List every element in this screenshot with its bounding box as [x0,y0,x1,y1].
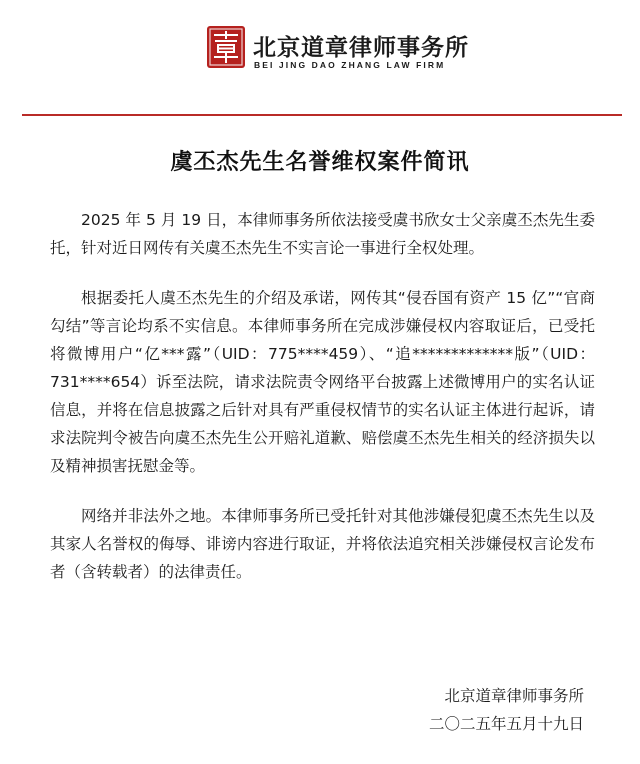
firm-name-en: BEI JING DAO ZHANG LAW FIRM [254,60,446,70]
seal-glyph-icon [207,26,245,68]
signature-date: 二〇二五年五月十九日 [428,715,584,733]
firm-seal-logo [207,26,245,68]
signature-firm: 北京道章律师事务所 [444,687,584,705]
letterhead [207,26,469,78]
document-body [50,206,595,608]
header-divider [22,114,622,116]
signature-block [429,682,584,738]
firm-name-cn: 北京道章律师事务所 [253,34,469,61]
document-title: 虞丕杰先生名誉维权案件简讯 [170,150,470,175]
paragraph-2: 根据委托人虞丕杰先生的介绍及承诺，网传其“侵吞国有资产 15 亿”“官商勾结”等言论均系不实信息。本律师事务所在完成涉嫌侵权内容取证后，已受托将微博用户“亿***露”（UID：775****459）、“追*************版”（UID：731****654）诉至法院，请求法院责令网络平台披露上述微博用户的实名认证信息，并将在信息披露之后针对具有严重侵权情节的实名认证主体进行起诉，请求法院判令被告向虞丕杰先生公开赔礼道歉、赔偿虞丕杰先生相关的经济损失以及精神损害抚慰金等。 [50,289,595,475]
paragraph-3: 网络并非法外之地。本律师事务所已受托针对其他涉嫌侵犯虞丕杰先生以及其家人名誉权的侮辱、诽谤内容进行取证，并将依法追究相关涉嫌侵权言论发布者（含转载者）的法律责任。 [50,507,595,581]
paragraph-1: 2025 年 5 月 19 日，本律师事务所依法接受虞书欣女士父亲虞丕杰先生委托，针对近日网传有关虞丕杰先生不实言论一事进行全权处理。 [50,211,595,257]
